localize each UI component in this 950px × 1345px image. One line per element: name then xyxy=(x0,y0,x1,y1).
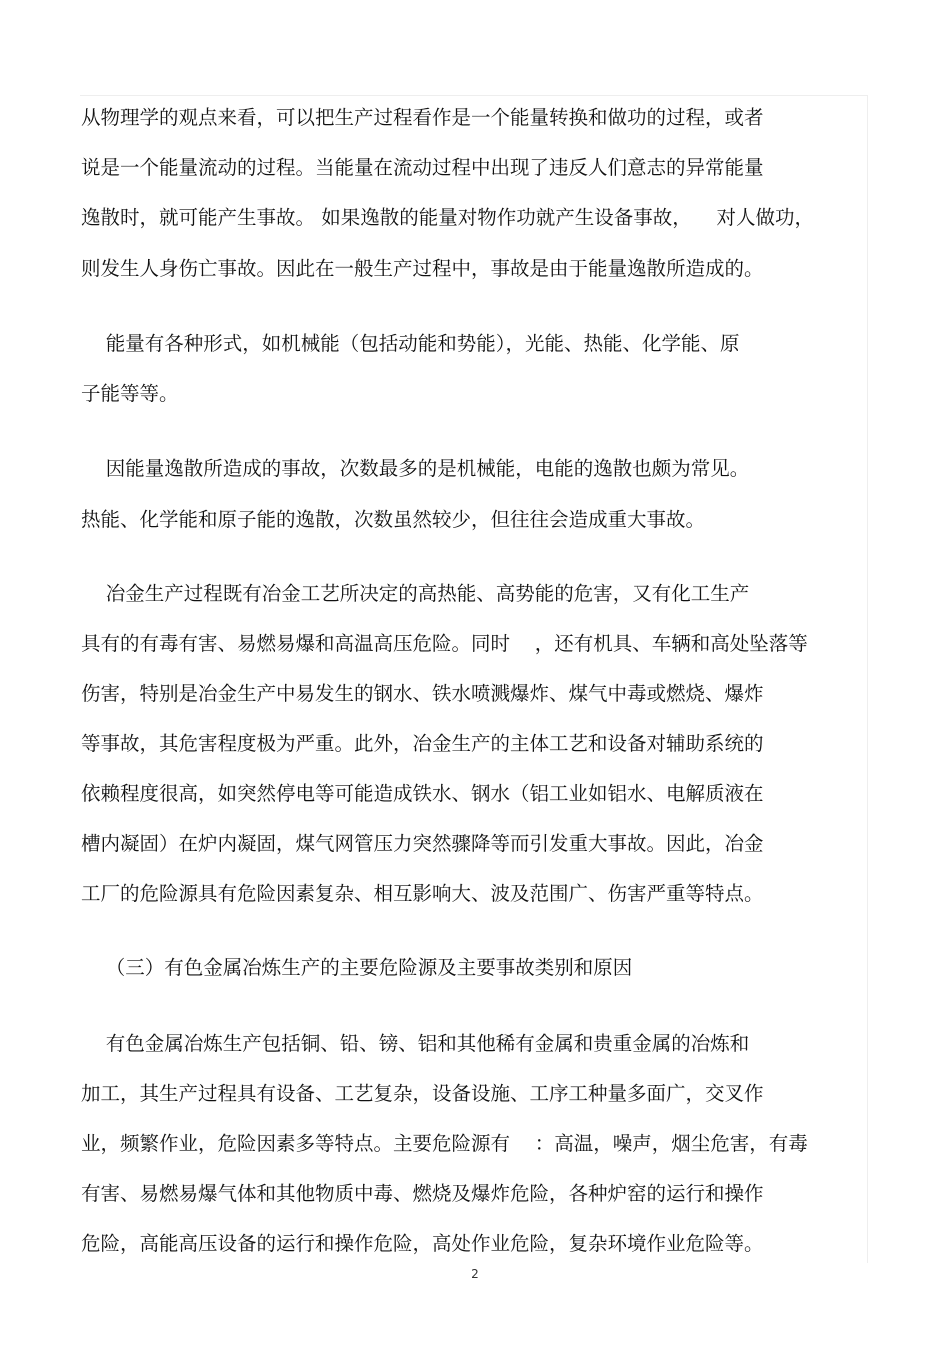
text-line: 子能等等。 xyxy=(81,382,179,405)
text-line: 从物理学的观点来看，可以把生产过程看作是一个能量转换和做功的过程，或者 xyxy=(81,106,764,129)
text-line: 说是一个能量流动的过程。当能量在流动过程中出现了违反人们意志的异常能量 xyxy=(81,156,764,179)
text-line: 槽内凝固）在炉内凝固，煤气网管压力突然骤降等而引发重大事故。因此，冶金 xyxy=(81,832,764,855)
text-line: 能量有各种形式，如机械能（包括动能和势能），光能、热能、化学能、原 xyxy=(81,332,740,355)
text-line: 热能、化学能和原子能的逸散，次数虽然较少，但往往会造成重大事故。 xyxy=(81,508,706,531)
text-line: 则发生人身伤亡事故。因此在一般生产过程中，事故是由于能量逸散所造成的。 xyxy=(81,257,764,280)
text-line: 逸散时，就可能产生事故。 如果逸散的能量对物作功就产生设备事故， 对人做功， xyxy=(81,206,814,229)
text-line: 有害、易燃易爆气体和其他物质中毒、燃烧及爆炸危险，各种炉窑的运行和操作 xyxy=(81,1182,764,1205)
text-line: 危险，高能高压设备的运行和操作危险，高处作业危险，复杂环境作业危险等。 xyxy=(81,1232,764,1255)
text-line: 因能量逸散所造成的事故，次数最多的是机械能，电能的逸散也颇为常见。 xyxy=(81,457,750,480)
text-line: 依赖程度很高，如突然停电等可能造成铁水、钢水（铝工业如铝水、电解质液在 xyxy=(81,782,764,805)
text-line: 等事故，其危害程度极为严重。此外，冶金生产的主体工艺和设备对辅助系统的 xyxy=(81,732,764,755)
text-line: 加工，其生产过程具有设备、工艺复杂，设备设施、工序工种量多面广，交叉作 xyxy=(81,1082,764,1105)
text-line: 业，频繁作业，危险因素多等特点。主要危险源有 ：高温，噪声，烟尘危害，有毒 xyxy=(81,1132,808,1155)
text-line: 具有的有毒有害、易燃易爆和高温高压危险。同时 ，还有机具、车辆和高处坠落等 xyxy=(81,632,808,655)
text-line: 冶金生产过程既有冶金工艺所决定的高热能、高势能的危害，又有化工生产 xyxy=(81,582,750,605)
section-heading: （三）有色金属冶炼生产的主要危险源及主要事故类别和原因 xyxy=(81,956,633,979)
page-number: 2 xyxy=(471,1267,479,1281)
text-line: 工厂的危险源具有危险因素复杂、相互影响大、波及范围广、伤害严重等特点。 xyxy=(81,882,764,905)
text-line: 伤害，特别是冶金生产中易发生的钢水、铁水喷溅爆炸、煤气中毒或燃烧、爆炸 xyxy=(81,682,764,705)
text-line: 有色金属冶炼生产包括铜、铅、镑、铝和其他稀有金属和贵重金属的冶炼和 xyxy=(81,1032,750,1055)
